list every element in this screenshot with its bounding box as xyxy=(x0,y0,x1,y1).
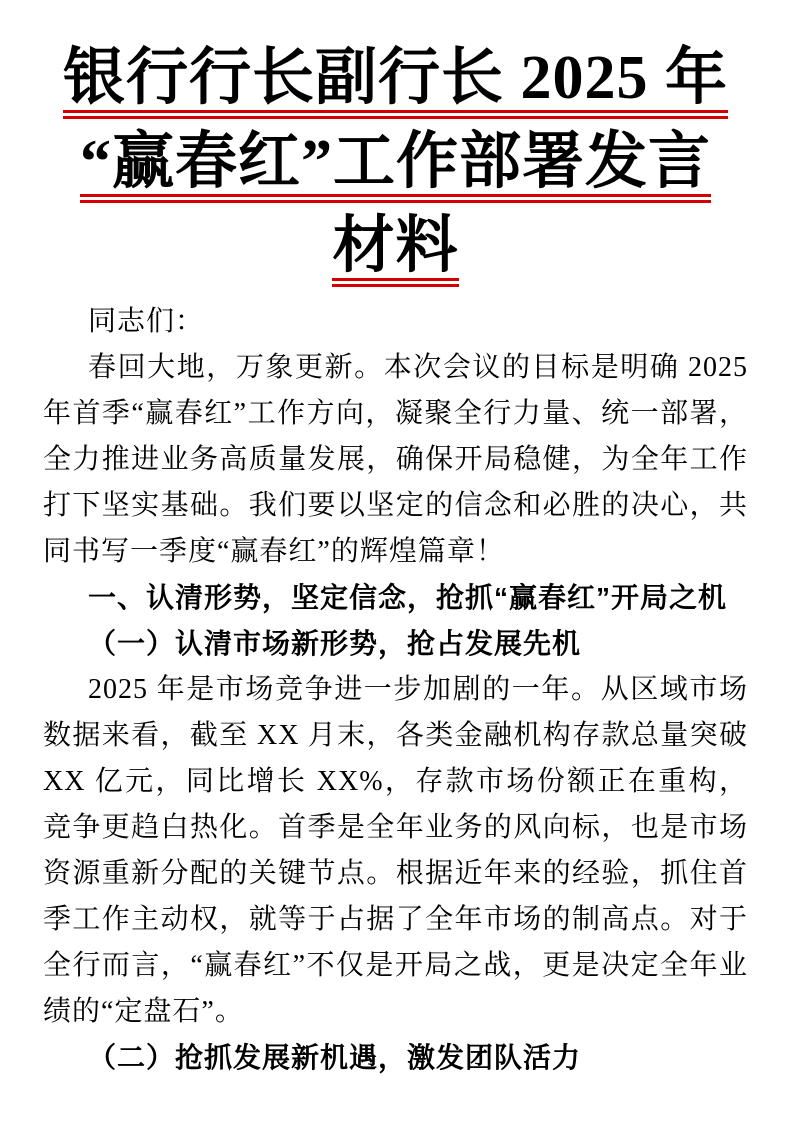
title-line-2-text: “赢春红”工作部署发言 xyxy=(80,130,711,203)
title-line-1-text: 银行行长副行长 2025 年 xyxy=(63,46,728,119)
subsection-1-paragraph: 2025 年是市场竞争进一步加剧的一年。从区域市场数据来看，截至 XX 月末，各类金融机构存款总量突破 XX 亿元，同比增长 XX%，存款市场份额正在重构，竞争更趋白热化。首季是全年业务的风向标，也是市场资源重新分配的关键节点。根据近年来的经验，抓住首季工作主动权，就等于占据了全年市场的制高点。对于全行而言，“赢春红”不仅是开局之战，更是决定全年业绩的“定盘石”。 xyxy=(43,674,748,1027)
title-line-2 xyxy=(43,130,748,203)
document-title xyxy=(43,46,748,287)
subsection-2-heading: （二）抢抓发展新机遇，激发团队活力 xyxy=(88,1042,582,1073)
title-line-3-text: 材料 xyxy=(332,214,458,287)
title-line-1 xyxy=(43,46,748,119)
section-1-heading: 一、认清形势，坚定信念，抢抓“赢春红”开局之机 xyxy=(88,582,728,613)
subsection-1-heading: （一）认清市场新形势，抢占发展先机 xyxy=(88,628,582,659)
salutation: 同志们： xyxy=(88,306,205,337)
title-line-3 xyxy=(43,214,748,287)
intro-paragraph: 春回大地，万象更新。本次会议的目标是明确 2025 年首季“赢春红”工作方向，凝聚全行力量、统一部署，全力推进业务高质量发展，确保开局稳健，为全年工作打下坚实基础。我们要以坚定的信念和必胜的决心，共同书写一季度“赢春红”的辉煌篇章！ xyxy=(43,352,748,567)
